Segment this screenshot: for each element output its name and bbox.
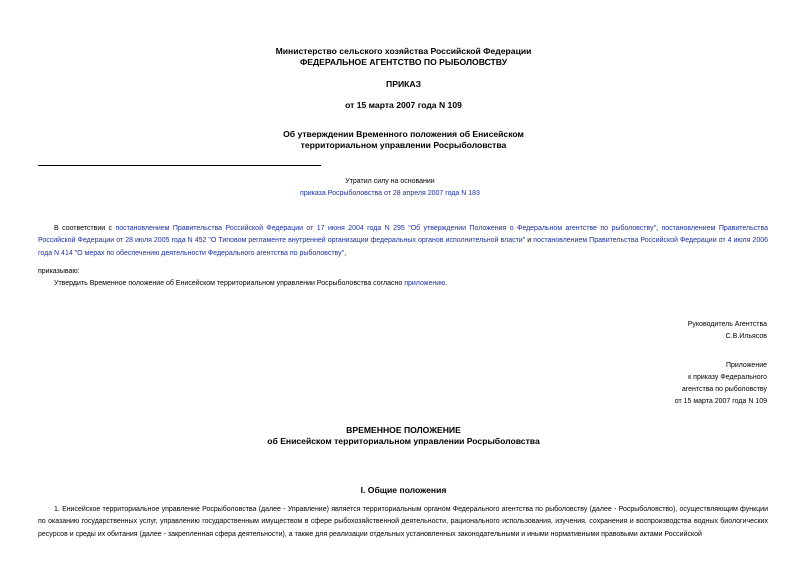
signatory-role: Руководитель Агентства [687, 321, 767, 328]
horizontal-rule [38, 165, 321, 166]
appendix-ref-line4: от 15 марта 2007 года N 109 [674, 398, 767, 405]
regulation-title: ВРЕМЕННОЕ ПОЛОЖЕНИЕ [346, 425, 461, 435]
decree-452-link[interactable]: постановлением Правительства Российской Федерации от 28 июля 2005 года N 452 "О Типовом регламенте внутренней организации федеральных органов исполнительной власти" [38, 225, 769, 245]
preamble-paragraph: В соответствии с постановлением Правительства Российской Федерации от 17 июня 2004 года N 295 "Об утверждении Положения о Федеральном агентстве по рыболовству", постановлением Правительства Российской Федерации от 28 июля 2005 года N 452 "О Типовом регламенте внутренней организации федеральных органов исполнительной власти" и постановлением Правительства Российской Федерации от 4 июля 2006 года N 414 "О мерах по обеспечению деятельности Федерального агентства по рыболовству", [38, 225, 769, 257]
decree-295-link[interactable]: постановлением Правительства Российской Федерации от 17 июня 2004 года N 295 "Об утверждении Положения о Федеральном агентстве по рыболовству" [115, 225, 657, 232]
status-text: Утратил силу на основании [345, 178, 435, 185]
order-paragraph: Утвердить Временное положение об Енисейском территориальном управлении Росрыболовства согласно приложению. [54, 280, 448, 287]
appendix-label: Приложение [725, 362, 767, 369]
order-word: приказываю: [38, 268, 80, 275]
signatory-name: С.В.Ильясов [725, 333, 767, 340]
section1-paragraph1: 1. Енисейское территориальное управление Росрыболовства (далее - Управление) является территориальным органом Федерального агентства по рыболовству (далее - Росрыболовство), осуществляющим функции по оказанию государственных услуг, управлению государственным имуществом в сфере рыбохозяйственной деятельности, рационального использования, изучения, сохранения и воспроизводства водных биологических ресурсов и среды их обитания (далее - закрепленная сфера деятельности), а также для реализации отдельных установленных законодательными и иными нормативными правовыми актами Российской [38, 506, 768, 538]
decree-414-link[interactable]: постановлением Правительства Российской Федерации от 4 июля 2006 года N 414 "О мерах по обеспечению деятельности Федерального агентства по рыболовству" [38, 237, 768, 257]
repeal-order-link[interactable]: приказа Росрыболовства от 28 апреля 2007 года N 183 [300, 190, 480, 197]
appendix-link[interactable]: приложению [404, 280, 446, 287]
doc-title-line2: территориальном управлении Росрыболовства [300, 140, 507, 150]
doc-type: ПРИКАЗ [386, 79, 421, 89]
appendix-ref-line3: агентства по рыболовству [681, 386, 767, 393]
doc-date-number: от 15 марта 2007 года N 109 [345, 100, 462, 110]
regulation-subtitle: об Енисейском территориальном управлении Росрыболовства [267, 436, 540, 446]
agency-name: ФЕДЕРАЛЬНОЕ АГЕНТСТВО ПО РЫБОЛОВСТВУ [299, 57, 508, 67]
section-heading: I. Общие положения [360, 485, 447, 495]
ministry-name: Министерство сельского хозяйства Российской Федерации [275, 46, 532, 56]
appendix-ref-line2: к приказу Федерального [688, 374, 767, 381]
doc-title-line1: Об утверждении Временного положения об Енисейском [283, 129, 524, 139]
